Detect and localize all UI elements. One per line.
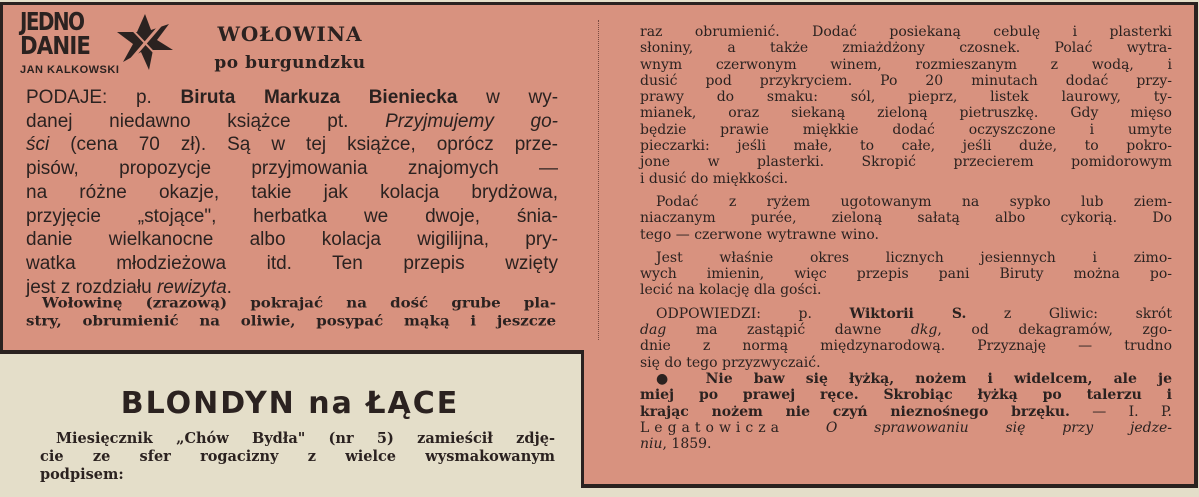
- text-line: [640, 306, 1172, 322]
- text-line: [640, 322, 1172, 338]
- bold-text: Wiktorii S.: [849, 305, 967, 322]
- box-border-rule: [0, 350, 584, 354]
- text-line: [640, 355, 1172, 371]
- text-line: [26, 252, 558, 276]
- text-run: pisów, propozycje przyjmowania znajomych —: [26, 158, 558, 180]
- text-line: [26, 294, 556, 312]
- logo-word-2: DANIE: [20, 31, 91, 60]
- text-line: [26, 228, 558, 252]
- text-line: [26, 181, 558, 205]
- text-line: [640, 138, 1172, 154]
- text-line: [640, 73, 1172, 89]
- text-line: [40, 430, 555, 448]
- text-line: [40, 466, 555, 484]
- text-run: słoniny, a także zmiażdżony czosnek. Polać wytra-: [640, 40, 1172, 57]
- text-line: [640, 105, 1172, 121]
- text-run: mianek, oraz siekaną zieloną pietruszkę. Gdy mięso: [640, 105, 1172, 122]
- text-run: PODAJE: p.: [26, 87, 181, 108]
- author-name: JAN KALKOWSKI: [20, 64, 120, 76]
- text-line: [640, 154, 1172, 170]
- text-run: ma zastąpić dawne: [666, 322, 911, 339]
- text-run: , 1859.: [662, 436, 712, 453]
- text-run: będzie prawie miękkie dodać oczyszczone i umyte: [640, 121, 1172, 138]
- italic-text: O sprawowaniu się przy jedze-: [825, 419, 1172, 436]
- text-run: (cena 70 zł). Są w tej książce, oprócz prze-: [49, 134, 558, 156]
- text-line: [640, 171, 1172, 187]
- italic-text: Przyjmujemy go-: [385, 110, 558, 132]
- logo-word-1: JEDNO: [20, 7, 84, 36]
- text-run: w wy-: [457, 87, 559, 108]
- text-run: dusić pod przykryciem. Po 20 minutach dodać przy-: [640, 72, 1172, 89]
- recipe-paragraph-start: [26, 294, 556, 330]
- recipe-continuation-column: [640, 24, 1172, 452]
- text-run: ODPOWIEDZI: p.: [656, 305, 850, 322]
- text-run: prawy do smaku: sól, pieprz, listek laurowy, ty-: [640, 89, 1172, 106]
- text-line: [26, 312, 556, 330]
- intro-paragraph: [26, 86, 558, 299]
- text-run: wych imienin, więc przepis pani Biruty można po-: [640, 266, 1172, 283]
- text-line: [40, 448, 555, 466]
- text-run: jest z rozdziału: [26, 276, 157, 298]
- text-run: Wołowinę (zrazową) pokrajać na dość grube pla-: [42, 293, 556, 312]
- text-line: [640, 404, 1172, 420]
- text-line: [640, 40, 1172, 56]
- text-run: i dusić do miękkości.: [640, 170, 789, 187]
- text-line: [640, 210, 1172, 226]
- text-run: raz obrumienić. Dodać posiekaną cebulę i plasterki: [640, 24, 1172, 40]
- text-run: Miesięcznik „Chów Bydła" (nr 5) zamieścił zdję-: [56, 430, 555, 447]
- text-line: [26, 86, 558, 110]
- text-run: dnie z normą międzynarodową. Przyznaję — trudno: [640, 338, 1172, 355]
- text-run: z Gliwic: skrót: [966, 305, 1172, 322]
- text-line: [640, 420, 1172, 436]
- text-run: wnym czerwonym winem, rozmieszanym z wodą, i: [640, 56, 1172, 73]
- text-run: tego — czerwone wytrawne wino.: [640, 226, 879, 243]
- text-line: [640, 338, 1172, 354]
- text-run: cie ze sfer rogacizny z wielce wysmakowanym: [40, 448, 555, 465]
- text-run: watka młodzieżowa itd. Ten przepis wzięty: [26, 252, 558, 274]
- text-line: [640, 194, 1172, 210]
- second-article-body: [40, 430, 555, 484]
- text-line: [640, 24, 1172, 40]
- text-line: [26, 205, 558, 229]
- italic-text: dag: [640, 322, 667, 339]
- italic-text: niu: [640, 436, 663, 453]
- text-run: pieczarki: jeśli małe, to całe, jeśli duże, to pokro-: [640, 138, 1172, 155]
- article-title: WOŁOWINA: [217, 22, 363, 46]
- text-line: [640, 122, 1172, 138]
- text-line: [640, 57, 1172, 73]
- text-run: niaczanym purée, zieloną sałatą albo cykorią. Do: [640, 210, 1172, 227]
- bold-text: krając nożem nie czyń nieznośnego brzęku.: [640, 403, 1070, 420]
- text-line: [26, 157, 558, 181]
- text-line: [26, 133, 558, 157]
- text-run: Podać z ryżem ugotowanym na sypko lub ziem-: [656, 193, 1172, 210]
- bold-text: Biruta Markuza Bieniecka: [180, 87, 458, 108]
- text-run: jone w plasterki. Skropić przecierem pomidorowym: [640, 154, 1172, 171]
- bold-text: miej po prawej ręce. Skrobiąc łyżką po talerzu i: [640, 387, 1172, 404]
- italic-text: ści: [26, 134, 50, 156]
- text-run: się do tego przyzwyczaić.: [640, 354, 821, 371]
- column-logo: [20, 7, 160, 80]
- text-line: [640, 227, 1172, 243]
- text-run: podpisem:: [40, 466, 124, 483]
- spaced-text: Legatowicza: [640, 419, 826, 436]
- text-run: Jest właśnie okres licznych jesiennych i zimo-: [656, 249, 1172, 266]
- text-run: przyjęcie „stojące", herbatka we dwoje, śnia-: [26, 205, 558, 227]
- text-line: [640, 250, 1172, 266]
- text-line: [640, 266, 1172, 282]
- text-run: danej niedawno książce pt.: [26, 110, 386, 132]
- article-subtitle: po burgundzku: [214, 53, 366, 73]
- text-line: [640, 371, 1172, 387]
- italic-text: dkg: [910, 322, 938, 339]
- text-line: [640, 89, 1172, 105]
- text-run: , od dekagramów, zgo-: [937, 322, 1172, 339]
- text-run: danie wielkanocne albo kolacja wigilijna, pry-: [26, 229, 558, 251]
- text-run: stry, obrumienić na oliwie, posypać mąką i jeszcze: [26, 312, 556, 330]
- text-line: [640, 282, 1172, 298]
- text-run: — I. P.: [1069, 403, 1172, 420]
- italic-text: rewizyta: [156, 276, 227, 298]
- column-separator: [598, 20, 599, 340]
- text-run: .: [226, 276, 232, 298]
- text-line: [640, 387, 1172, 403]
- second-article-title: BLONDYN na ŁĄCE: [120, 386, 460, 421]
- text-run: na różne okazje, takie jak kolacja brydżowa,: [26, 181, 558, 203]
- bold-text: ● Nie baw się łyżką, nożem i widelcem, ale je: [656, 370, 1172, 387]
- text-line: [26, 110, 558, 134]
- text-line: [640, 436, 1172, 452]
- text-run: lecić na kolację dla gości.: [640, 282, 822, 299]
